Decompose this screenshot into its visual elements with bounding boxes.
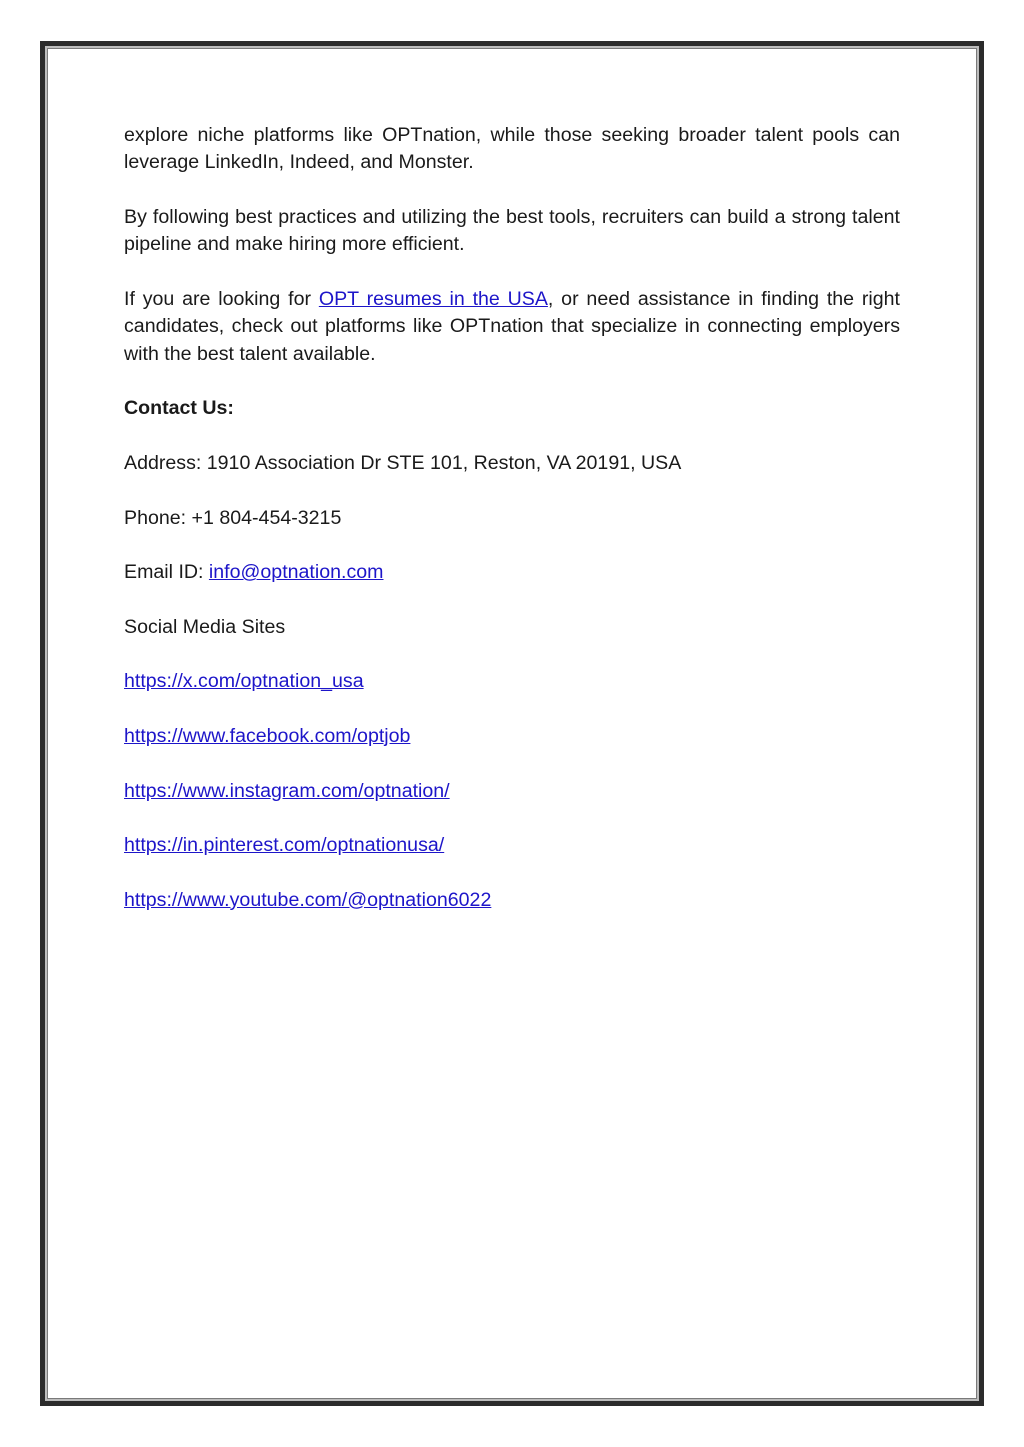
contact-email <box>124 559 900 586</box>
opt-resumes-link[interactable]: OPT resumes in the USA <box>318 288 548 310</box>
social-heading: Social Media Sites <box>124 615 286 638</box>
youtube-link[interactable]: https://www.youtube.com/@optnation6022 <box>124 888 492 911</box>
social-link-pinterest <box>124 832 900 859</box>
paragraph-text-after: , or need assistance in finding the right candidates, check out platforms like OPTnation that specialize in connecting employers with the best talent available. <box>124 288 900 365</box>
social-link-youtube <box>124 887 900 914</box>
email-label: Email ID: <box>124 561 209 584</box>
paragraph-platforms: explore niche platforms like OPTnation, while those seeking broader talent pools can leverage LinkedIn, Indeed, and Monster. <box>124 124 900 174</box>
document-body <box>124 122 900 941</box>
email-link[interactable]: info@optnation.com <box>208 561 384 584</box>
social-link-x <box>124 668 900 695</box>
contact-phone: Phone: +1 804-454-3215 <box>124 506 342 529</box>
social-link-instagram <box>124 778 900 805</box>
paragraph-text-before: If you are looking for <box>124 288 319 310</box>
contact-heading: Contact Us: <box>124 397 234 420</box>
x-link[interactable]: https://x.com/optnation_usa <box>124 670 364 693</box>
pinterest-link[interactable]: https://in.pinterest.com/optnationusa/ <box>124 834 445 857</box>
contact-address: Address: 1910 Association Dr STE 101, Reston, VA 20191, USA <box>124 452 682 474</box>
instagram-link[interactable]: https://www.instagram.com/optnation/ <box>124 779 450 802</box>
social-link-facebook <box>124 723 900 750</box>
facebook-link[interactable]: https://www.facebook.com/optjob <box>124 724 411 747</box>
paragraph-best-practices: By following best practices and utilizing the best tools, recruiters can build a strong talent pipeline and make hiring more efficient. <box>124 206 900 256</box>
paragraph-opt-resumes <box>124 286 900 368</box>
